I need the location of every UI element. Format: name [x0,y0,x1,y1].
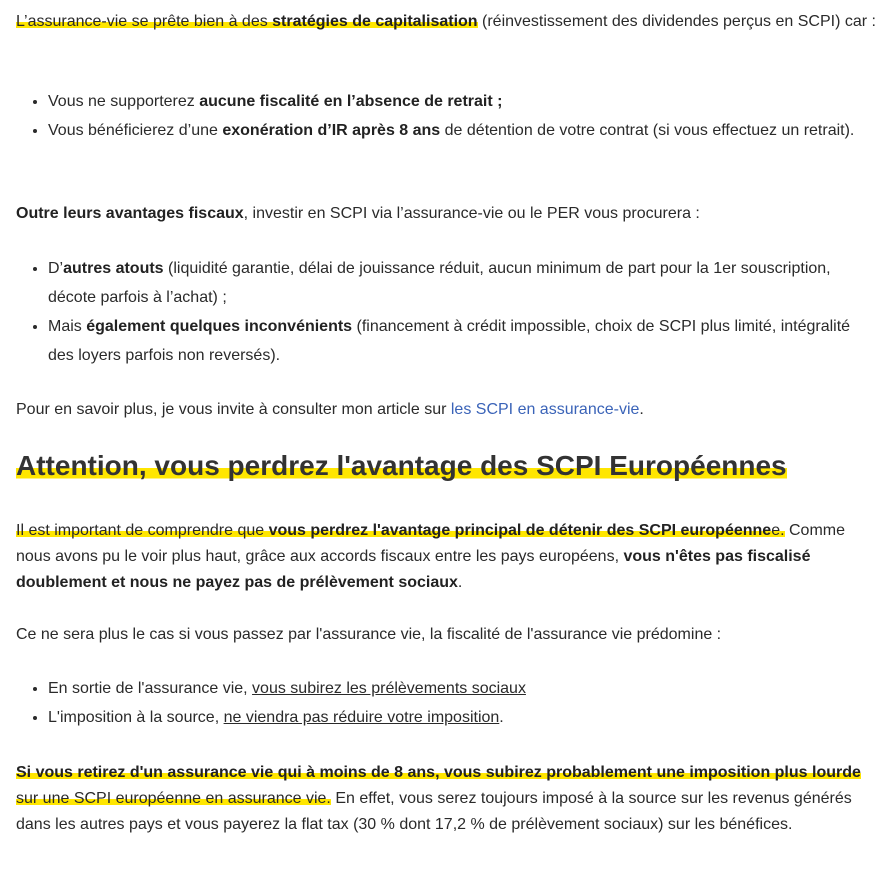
list-item: • Vous bénéficierez d’une exonération d’IR après 8 ans de détention de votre contrat (si vous effectuez un retrait). [48,116,879,145]
list-advantages [16,87,879,145]
underlined-link[interactable]: vous subirez les prélèvements sociaux [252,680,526,697]
highlight: Il est important de comprendre que vous perdrez l'avantage principal de détenir des SCPI européennee. [16,522,785,539]
list-item: • Mais également quelques inconvénients (financement à crédit impossible, choix de SCPI plus limité, intégralité des loyers parfois non reversés). [48,312,879,370]
list-item: • Vous ne supporterez aucune fiscalité en l’absence de retrait ; [48,87,879,116]
section-heading [16,449,879,483]
list-item: • L'imposition à la source, ne viendra pas réduire votre imposition. [48,703,879,732]
list-consequences [16,674,879,732]
highlight [16,13,478,30]
paragraph-attention: Il est important de comprendre que vous perdrez l'avantage principal de détenir des SCPI européennee. Comme nous avons pu le voir plus haut, grâce aux accords fiscaux entre les pays européens, vous n'êtes pas fiscalisé doublement et nous ne payez pas de prélèvement sociaux. [16,522,845,591]
list-atouts [16,254,879,370]
heading-text: Attention, vous perdrez l'avantage des SCPI Européennes [16,450,787,481]
bold-text: vous n'êtes pas fiscalisé doublement et nous ne payez pas de prélèvement sociaux [16,548,811,591]
paragraph-retrait: Si vous retirez d'un assurance vie qui à moins de 8 ans, vous subirez probablement une imposition plus lourde sur une SCPI européenne en assurance vie. En effet, vous serez toujours imposé à la source sur les revenus générés dans les autres pays et vous payerez la flat tax (30 % dont 17,2 % de prélèvement sociaux) sur les bénéfices. [16,764,861,833]
list-item: • En sortie de l'assurance vie, vous subirez les prélèvements sociaux [48,674,879,703]
underlined-link[interactable]: ne viendra pas réduire votre imposition [223,709,500,726]
bold-text: Outre leurs avantages fiscaux [16,205,244,222]
highlight: Si vous retirez d'un assurance vie qui à moins de 8 ans, vous subirez probablement une imposition plus lourde sur une SCPI européenne en assurance vie. [16,764,861,807]
bold-text: stratégies de capitalisation [272,13,478,30]
paragraph-avantages-fiscaux: Outre leurs avantages fiscaux, investir en SCPI via l’assurance-vie ou le PER vous procurera : [16,205,700,222]
text: (réinvestissement des dividendes perçus en SCPI) car : [477,13,876,30]
list-item: • D’autres atouts (liquidité garantie, délai de jouissance réduit, aucun minimum de part pour la 1er souscription, décote parfois à l’achat) ; [48,254,879,312]
article-link[interactable]: les SCPI en assurance-vie [450,401,640,418]
paragraph-fiscalite: Ce ne sera plus le cas si vous passez par l'assurance vie, la fiscalité de l'assurance vie prédomine : [16,626,722,643]
paragraph-capitalisation [16,9,879,35]
paragraph-en-savoir-plus: Pour en savoir plus, je vous invite à consulter mon article sur les SCPI en assurance-vie. [16,401,644,418]
text: L’assurance-vie se prête bien à des [16,13,273,30]
